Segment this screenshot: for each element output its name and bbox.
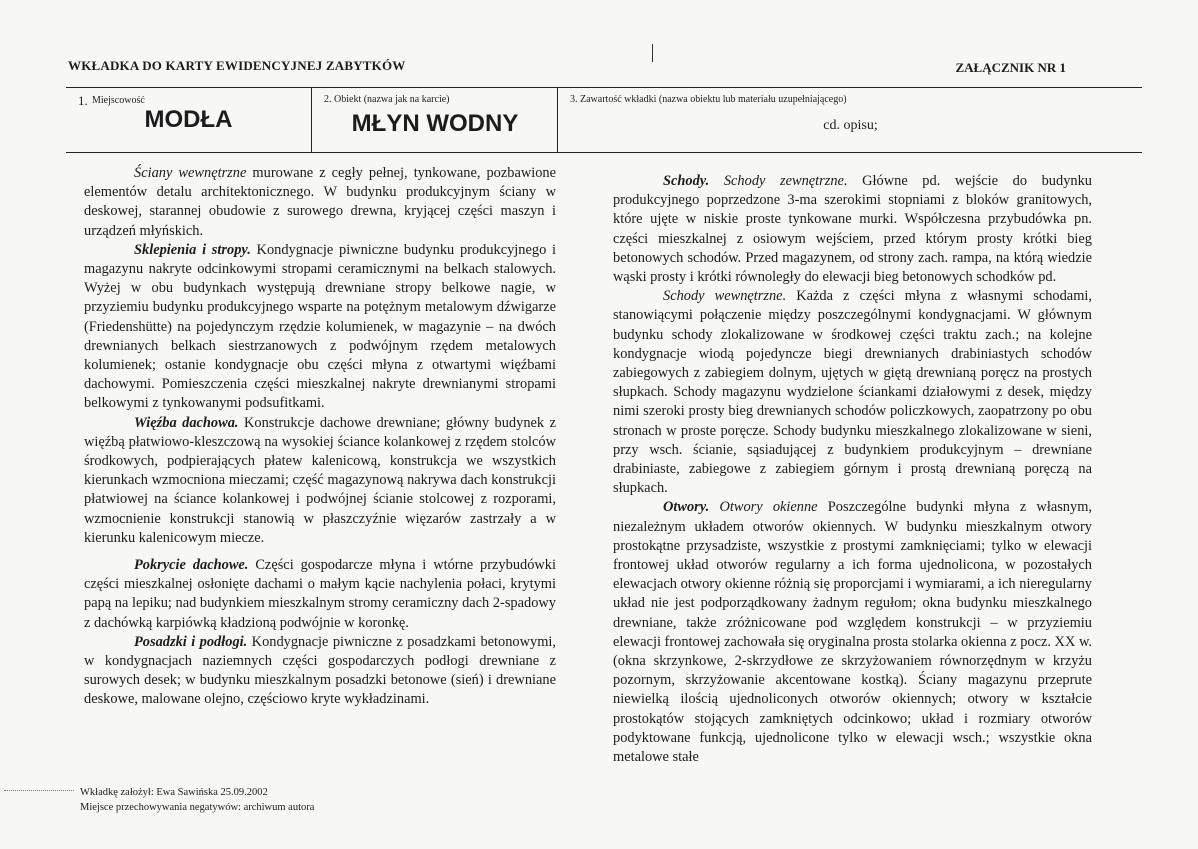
locality-value: MODŁA <box>144 106 233 133</box>
field-object <box>311 88 558 152</box>
document-title: WKŁADKA DO KARTY EWIDENCYJNEJ ZABYTKÓW <box>68 58 406 73</box>
field-number: 1. <box>78 93 88 108</box>
field-contents <box>557 88 1143 152</box>
section-heading: Więźba dachowa. <box>134 414 239 431</box>
divider <box>4 790 74 791</box>
subsection-heading: Otwory okienne <box>709 499 818 516</box>
paragraph-text: Każda z części młyna z własnymi schodami, stanowiącymi połączenie między poszczególnymi kondygnacjami. W głównym budynku schody zlokalizowane w środkowej części traktu zach.; na kolejne kondygnacje wiodą pojedyncze biegi drewnianych drabiniastych schodów zabiegowych z zabiegiem dolnym, ujętych w giętą drewnianą poręcz na prostych słupkach. Schody magazynu wydzielone ściankami działowymi z desek, między nimi szeroki prosty bieg drewnianych schodów policzkowych, zaopatrzony po obu stronach w proste poręcze. Schody budynku mieszkalnego zlokalizowane w sieni, przy wsch. ścianie, sąsiadującej z budynkiem produkcyjnym – drewniane drabiniaste, zabiegowe z zabiegiem górnym i prostą drewnianą poręczą na słupkach. <box>613 288 1092 497</box>
paragraph-vaults <box>84 241 556 414</box>
paragraph-truss <box>84 414 556 548</box>
subsection-heading: Schody zewnętrzne. <box>709 173 848 189</box>
paragraph-walls <box>84 164 556 241</box>
paragraph-openings <box>613 498 1092 767</box>
right-column <box>613 172 1092 767</box>
scan-mark <box>652 44 653 62</box>
section-heading: Schody. <box>663 173 710 189</box>
footer-author: Wkładkę założył: Ewa Sawińska 25.09.2002 <box>80 787 268 798</box>
contents-value: cd. opisu; <box>823 118 878 133</box>
annex-label: ZAŁĄCZNIK NR 1 <box>955 60 1066 75</box>
section-heading: Otwory. <box>663 499 710 516</box>
header-form <box>66 87 1142 153</box>
paragraph-text: Kondygnacje piwniczne z posadzkami betonowymi, w kondygnacjach naziemnych części gospodarczych podłogi drewniane z surowych desek; w budynku mieszkalnym posadzki betonowe (sień) i drewniane deskowe, malowane olejno, częściowo kryte wykładzinami. <box>84 633 556 708</box>
paragraph-text: Poszczególne budynki młyna z własnym, niezależnym układem otworów okiennych. W budynku mieszkalnym otwory prostokątne przysadziste, wszystkie z prostymi zamknięciami; tylko w elewacji frontowej układ otworów regularny a ich forma ujednolicona, w pozostałych elewacjach otwory okienne różnią się proporcjami i wymiarami, a ich nieregularny układ nie jest podporządkowany żadnym regułom; okna budynku mieszkalnego drewniane, także zróżnicowane pod względem konstrukcji – w przyziemiu elewacji frontowej zachowała się oryginalna prosta stolarka okienna z pocz. XX w. (okna skrzynkowe, 2-skrzydłowe ze skrzyżowaniem równorzędnym w krzyżu pozornym, skrzyżowanie akcentowane kostką). Ściany magazynu przeprute niewielką ilością ujednoliconych otworów okiennych; otwory w kształcie prostokątów stojących zamkniętych odcinkowo; układ i rozmiary otworów podyktowane funkcją, ujednolicone tylko w elewacji wsch.; wszystkie okna metalowe stałe <box>613 499 1092 766</box>
section-heading: Posadzki i podłogi. <box>134 633 248 650</box>
paragraph-text: Konstrukcje dachowe drewniane; główny budynek z więźbą płatwiowo-kleszczową na wysokiej ściance kolankowej z rzędem stolców środkowych, podpierających płatew kalenicową, konstrukcja we wszystkich kierunkach wzmocniona mieczami; część magazynową nakrywa dach konstrukcji płatwiowej na ściance kolankowej i podwójnej ścianie stolcowej z rozporami, wzmocnienie konstrukcji stanowią w płaszczyźnie więzarów zastrzały a w kierunku kalenicowym miecze. <box>84 414 556 546</box>
field-label: Miejscowość <box>92 95 145 106</box>
section-heading: Pokrycie dachowe. <box>134 557 249 574</box>
paragraph-roofing <box>84 556 556 633</box>
left-column <box>84 164 556 710</box>
paragraph-floors <box>84 633 556 710</box>
subsection-heading: Schody wewnętrzne. <box>663 288 787 305</box>
paragraph-text: Główne pd. wejście do budynku produkcyjnego poprzedzone 3-ma szerokimi stopniami z bloków granitowych, które ujęte w niskie proste tynkowane murki. Współczesna przybudówka pn. części mieszkalnej z osiowym wejściem, przed którym prosty krótki bieg betonowych schodów. Przed magazynem, od strony zach. rampa, na którą wiedzie wąski prosty i krótki równoległy do elewacji bieg betonowych schodków pd. <box>613 173 1092 286</box>
paragraph-stairs-inner <box>613 287 1092 498</box>
paragraph-text: Części gospodarcze młyna i wtórne przybudówki części mieszkalnej osłonięte dachami o małym kącie nachylenia połaci, krytymi papą na lepiku; nad budynkiem mieszkalnym stromy ceramiczny dach 2-spadowy z dachówką karpiówką kładzioną podwójnie w koronkę. <box>84 557 556 631</box>
section-heading: Sklepienia i stropy. <box>134 241 251 258</box>
section-heading: Ściany wewnętrzne <box>134 165 247 181</box>
field-locality <box>66 88 311 152</box>
paragraph-text: murowane z cegły pełnej, tynkowane, pozbawione elementów detalu architektonicznego. W budynku produkcyjnym ściany w deskowej, starannej obudowie z surowego drewna, kryjącej części maszyn i urządzeń młyńskich. <box>84 165 557 239</box>
paragraph-text: Kondygnacje piwniczne budynku produkcyjnego i magazynu nakryte odcinkowymi stropami ceramicznymi na belkach stalowych. Wyżej w obu budynkach występują drewniane stropy belkowe nagie, w przyziemiu budynku produkcyjnego wsparte na potężnym metalowym dźwigarze (Friedenshütte) na pojedynczym rzędzie kolumienek, w magazynie – na dwóch drewnianych belkach siestrzanowych z podwójnym rzędem metalowych kolumienek; ostanie kondygnacje obu części młyna z otwartymi więźbami dachowymi. Pomieszczenia części mieszkalnej nakryte drewnianymi stropami belkowymi z tynkowanymi podsufitkami. <box>84 241 556 412</box>
field-label: 3. Zawartość wkładki (nazwa obiektu lub materiału uzupełniającego) <box>570 94 847 105</box>
object-value: MŁYN WODNY <box>351 110 519 137</box>
field-label: 2. Obiekt (nazwa jak na karcie) <box>324 94 450 105</box>
footer-archive: Miejsce przechowywania negatywów: archiwum autora <box>80 802 315 813</box>
paragraph-stairs-outer <box>613 172 1092 287</box>
